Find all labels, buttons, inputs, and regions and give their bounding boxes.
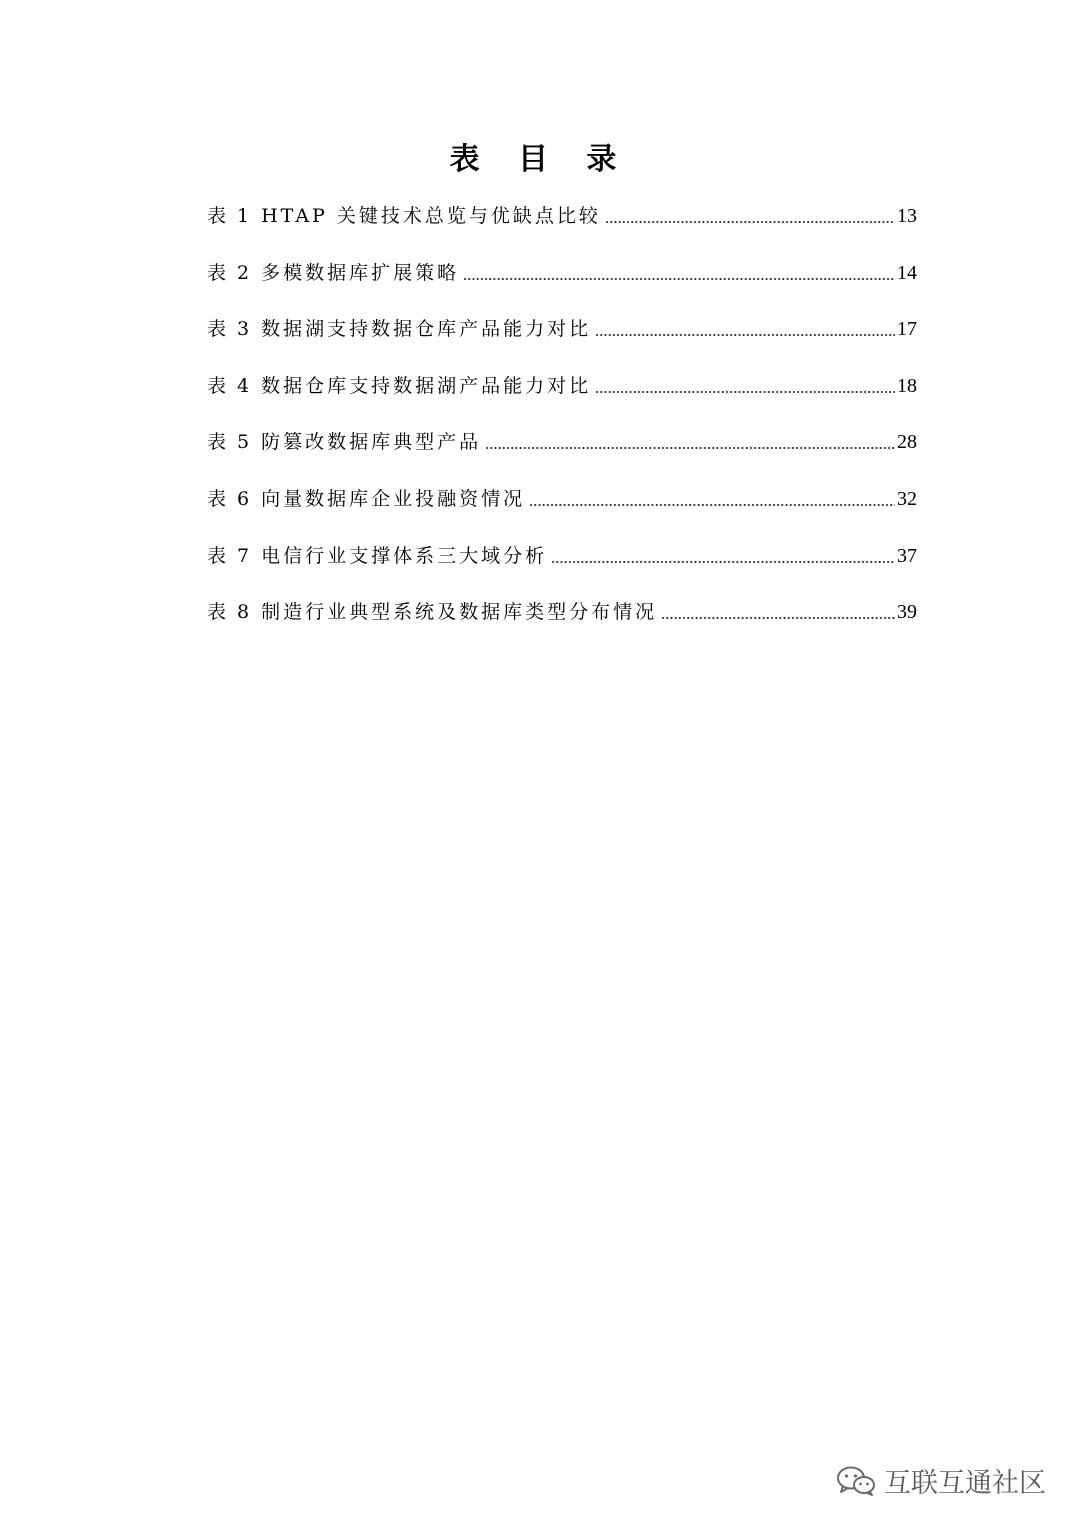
toc-entry-6[interactable] <box>207 481 917 538</box>
toc-page-number: 32 <box>897 487 917 510</box>
wechat-icon <box>836 1465 876 1497</box>
toc-label: HTAP 关键技术总览与优缺点比较 <box>261 205 601 227</box>
toc-page-number: 17 <box>897 318 917 341</box>
toc-number: 8 <box>237 601 250 624</box>
toc-page-number: 39 <box>897 601 917 624</box>
toc-entry-7[interactable] <box>207 538 917 595</box>
page-title: 表 目 录 <box>449 142 631 177</box>
toc-label: 数据湖支持数据仓库产品能力对比 <box>261 318 592 341</box>
toc-number: 2 <box>237 261 250 284</box>
watermark <box>836 1461 1046 1500</box>
toc-label: 制造行业典型系统及数据库类型分布情况 <box>261 601 658 624</box>
toc-page-number: 37 <box>897 544 917 567</box>
toc-number: 4 <box>237 374 250 397</box>
toc-page-number: 28 <box>897 431 917 454</box>
toc-dot-leader <box>551 544 895 564</box>
toc-prefix: 表 <box>207 318 228 341</box>
toc-label: 向量数据库企业投融资情况 <box>261 487 526 510</box>
toc-label: 数据仓库支持数据湖产品能力对比 <box>261 374 592 397</box>
toc-label: 防篡改数据库典型产品 <box>261 431 482 454</box>
toc-prefix: 表 <box>207 261 228 284</box>
toc-entry-1[interactable] <box>207 198 917 255</box>
toc-entry-8[interactable] <box>207 594 917 651</box>
toc-number: 3 <box>237 318 250 341</box>
toc-prefix: 表 <box>207 431 228 454</box>
toc-entry-3[interactable] <box>207 311 917 368</box>
toc-number: 7 <box>237 544 250 567</box>
toc-entry-2[interactable] <box>207 255 917 312</box>
toc-page-number: 18 <box>897 374 917 397</box>
toc-page-number: 13 <box>897 205 917 227</box>
toc-dot-leader <box>661 600 895 620</box>
table-of-contents <box>207 198 917 651</box>
toc-prefix: 表 <box>207 544 228 567</box>
toc-dot-leader <box>595 317 895 337</box>
toc-number: 6 <box>237 487 250 510</box>
toc-label: 电信行业支撑体系三大域分析 <box>261 544 548 567</box>
toc-page-number: 14 <box>897 261 917 284</box>
toc-entry-4[interactable] <box>207 368 917 425</box>
toc-dot-leader <box>605 204 895 224</box>
toc-entry-5[interactable] <box>207 424 917 481</box>
toc-label: 多模数据库扩展策略 <box>261 261 460 284</box>
toc-dot-leader <box>485 430 895 450</box>
toc-dot-leader <box>595 374 895 394</box>
toc-prefix: 表 <box>207 205 228 227</box>
toc-number: 1 <box>237 205 250 227</box>
toc-number: 5 <box>237 431 250 454</box>
toc-prefix: 表 <box>207 487 228 510</box>
toc-dot-leader <box>463 261 895 281</box>
watermark-text: 互联互通社区 <box>884 1468 1046 1499</box>
toc-prefix: 表 <box>207 374 228 397</box>
toc-dot-leader <box>529 487 895 507</box>
toc-prefix: 表 <box>207 601 228 624</box>
